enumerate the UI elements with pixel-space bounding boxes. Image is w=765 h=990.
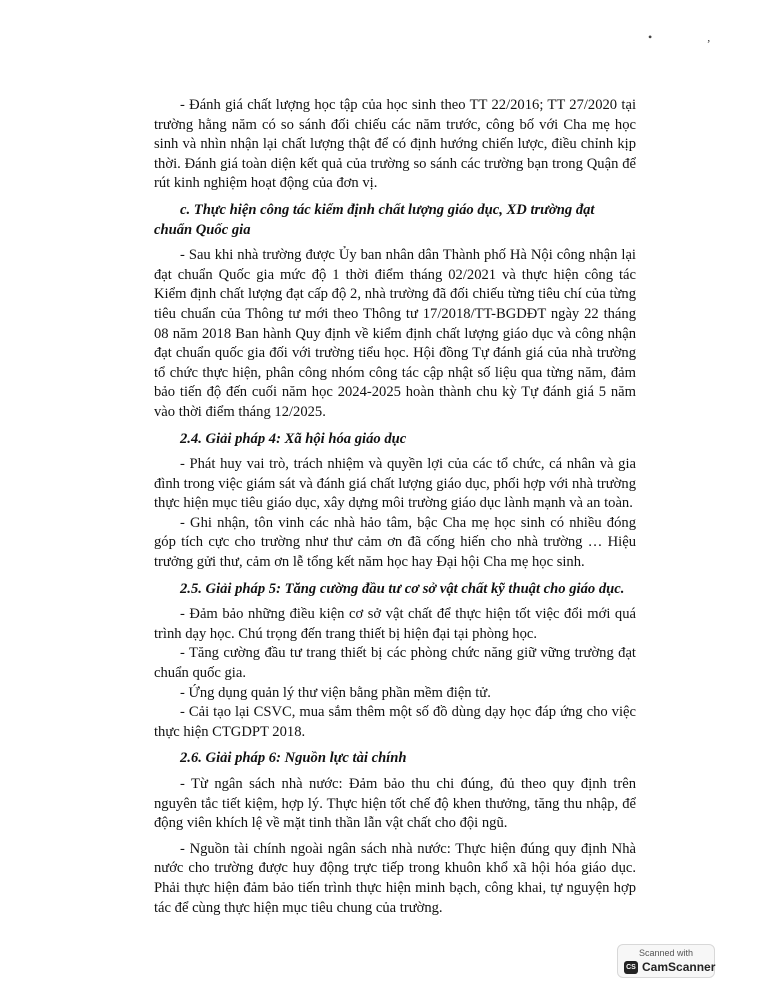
paragraph-accreditation: - Sau khi nhà trường được Ủy ban nhân dân Thành phố Hà Nội công nhận lại đạt chuẩn Quốc gia mức độ 1 thời điểm tháng 02/2021 và thực hiện công tác Kiểm định chất lượng đạt cấp độ 2, nhà trường đã đối chiếu từng tiêu chí của từng tiêu chuẩn của Thông tư mới theo Thông tư 17/2018/TT-BGDĐT ngày 22 tháng 08 năm 2018 Ban hành Quy định về kiểm định chất lượng giáo dục và công nhận đạt chuẩn quốc gia đối với trường tiểu học. Hội đồng Tự đánh giá của nhà trường tổ chức thực hiện, phân công nhóm công tác cập nhật số liệu qua từng năm, đảm bảo tiến độ đến cuối năm học 2024-2025 hoàn thành chu kỳ Tự đánh giá 5 năm vào thời điểm tháng 12/2025. bbox=[154, 247, 636, 420]
paragraph-extra-budget: - Nguồn tài chính ngoài ngân sách nhà nước: Thực hiện đúng quy định Nhà nước cho trường được huy động trực tiếp trong khuôn khổ xã hội hóa giáo dục. Phải thực hiện đảm bảo tiến trình thực hiện minh bạch, công khai, tự nguyện hợp tác để cùng thực hiện mục tiêu chung của trường. bbox=[154, 840, 636, 916]
paragraph-facilities-renovation: - Cải tạo lại CSVC, mua sắm thêm một số đồ dùng dạy học đáp ứng cho việc thực hiện CTGDPT 2018. bbox=[154, 704, 636, 740]
paragraph-socialization-roles: - Phát huy vai trò, trách nhiệm và quyền lợi của các tổ chức, cá nhân và gia đình trong việc giám sát và đánh giá chất lượng giáo dục, phối hợp với nhà trường thực hiện mục tiêu giáo dục, xây dựng môi trường giáo dục lành mạnh và an toàn. bbox=[154, 456, 636, 512]
heading-quality-accreditation: c. Thực hiện công tác kiểm định chất lượng giáo dục, XD trường đạt chuẩn Quốc gia bbox=[154, 201, 595, 238]
heading-solution-5: 2.5. Giải pháp 5: Tăng cường đầu tư cơ sở vật chất kỹ thuật cho giáo dục. bbox=[180, 580, 625, 597]
heading-solution-4: 2.4. Giải pháp 4: Xã hội hóa giáo dục bbox=[180, 430, 407, 447]
camscanner-watermark bbox=[617, 944, 715, 978]
heading-solution-6: 2.6. Giải pháp 6: Nguồn lực tài chính bbox=[180, 750, 407, 767]
document-body bbox=[154, 96, 636, 918]
watermark-brand: CamScanner bbox=[642, 960, 716, 974]
corner-marks: • , bbox=[648, 30, 737, 44]
paragraph-library-software: - Ứng dụng quản lý thư viện bằng phần mềm điện tử. bbox=[180, 684, 491, 701]
paragraph-state-budget: - Từ ngân sách nhà nước: Đảm bảo thu chi đúng, đủ theo quy định trên nguyên tắc tiết kiệm, hợp lý. Thực hiện tốt chế độ khen thưởng, tăng thu nhập, để động viên khích lệ về mặt tinh thần lẫn vật chất cho đội ngũ. bbox=[154, 776, 636, 832]
paragraph-learning-assessment: - Đánh giá chất lượng học tập của học sinh theo TT 22/2016; TT 27/2020 tại trường hằng năm có so sánh đối chiếu các năm trước, công bố với Cha mẹ học sinh và nhìn nhận lại chất lượng thật để có định hướng chiến lược, điều chỉnh kịp thời. Đánh giá toàn diện kết quả của trường so sánh các trường bạn trong Quận để rút kinh nghiệm hoạt động của đơn vị. bbox=[154, 97, 636, 192]
camscanner-logo-icon: CS bbox=[624, 961, 638, 974]
paragraph-facilities-equipment: - Tăng cường đầu tư trang thiết bị các phòng chức năng giữ vững trường đạt chuẩn quốc gia. bbox=[154, 645, 636, 682]
paragraph-facilities-conditions: - Đảm bảo những điều kiện cơ sở vật chất để thực hiện tốt việc đổi mới quá trình dạy học. Chú trọng đến trang thiết bị hiện đại tại phòng học. bbox=[154, 606, 636, 642]
watermark-caption: Scanned with bbox=[638, 948, 694, 958]
paragraph-socialization-honoring: - Ghi nhận, tôn vinh các nhà hảo tâm, bậc Cha mẹ học sinh có nhiều đóng góp tích cực cho trường như thư cảm ơn đã cống hiến cho nhà trường … Hiệu trưởng gửi thư, cảm ơn lễ tổng kết năm học hay Đại hội Cha mẹ học sinh. bbox=[154, 514, 636, 571]
